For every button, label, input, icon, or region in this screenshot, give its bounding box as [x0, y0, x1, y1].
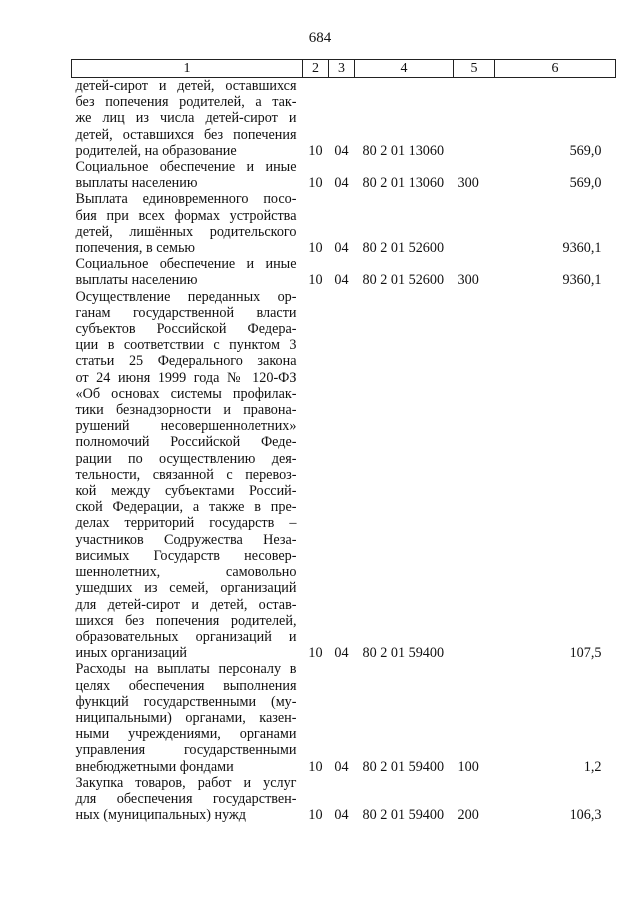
table-row	[72, 78, 616, 160]
chapter-cell: 10	[308, 645, 323, 662]
description-line: Осуществление переданных ор-	[75, 288, 297, 305]
table-row	[72, 775, 616, 824]
description-line: от 24 июня 1999 года № 120-ФЗ	[75, 369, 297, 386]
target-code-cell: 80 2 01 52600	[362, 240, 445, 257]
description-line: статьи 25 Федерального закона	[75, 353, 297, 370]
description-line: управления государственными	[75, 742, 297, 759]
chapter-cell: 10	[308, 758, 323, 775]
description-line: ушедших из семей, организаций	[75, 580, 297, 597]
expense-type-cell: 300	[457, 272, 479, 289]
budget-table	[71, 59, 616, 823]
table-row	[72, 191, 616, 256]
column-header: 3	[329, 60, 355, 78]
chapter-cell: 10	[308, 272, 323, 289]
chapter-cell: 10	[308, 142, 323, 159]
description-line: Расходы на выплаты персоналу в	[75, 661, 297, 678]
description-line: целях обеспечения выполнения	[75, 677, 297, 694]
subsection-cell: 04	[334, 758, 349, 775]
subsection-cell: 04	[334, 142, 349, 159]
row-description	[72, 159, 303, 191]
subsection-cell: 04	[334, 807, 349, 824]
amount-cell: 9360,1	[562, 272, 602, 289]
description-line: шеннолетних, самовольно	[75, 564, 297, 581]
description-line: рации по осуществлению дея-	[75, 450, 297, 467]
description-line: для обеспечения государствен-	[75, 790, 297, 807]
subsection-cell: 04	[334, 645, 349, 662]
description-line: для детей-сирот и детей, остав-	[75, 596, 297, 613]
row-description	[72, 191, 303, 256]
amount-cell: 1,2	[583, 758, 602, 775]
description-line: образовательных организаций и	[75, 628, 297, 645]
description-line: детей, оставшихся без попечения	[75, 126, 297, 143]
description-line: бия при всех формах устройства	[75, 207, 297, 224]
row-description	[72, 78, 303, 160]
target-code-cell: 80 2 01 59400	[362, 758, 445, 775]
amount-cell: 569,0	[569, 175, 602, 192]
table-row	[72, 256, 616, 288]
description-line: ных (муниципальных) нужд	[75, 807, 247, 824]
description-line: «Об основах системы профилак-	[75, 385, 297, 402]
description-line: внебюджетными фондами	[75, 758, 234, 775]
description-line: родителей, на образование	[75, 142, 237, 159]
description-line: попечения, в семью	[75, 240, 196, 257]
description-line: участников Содружества Неза-	[75, 531, 297, 548]
table-row	[72, 289, 616, 662]
expense-type-cell	[454, 289, 495, 662]
column-header: 6	[495, 60, 616, 78]
description-line: ными учреждениями, органами	[75, 726, 297, 743]
description-line: детей-сирот и детей, оставшихся	[75, 78, 297, 94]
row-description	[72, 661, 303, 774]
description-line: кой между субъектами Россий-	[75, 483, 297, 500]
chapter-cell: 10	[308, 807, 323, 824]
column-header: 1	[72, 60, 303, 78]
amount-cell: 9360,1	[562, 240, 602, 257]
amount-cell: 106,3	[569, 807, 602, 824]
description-line: висимых Государств несовер-	[75, 547, 297, 564]
row-description	[72, 289, 303, 662]
description-line: полномочий Российской Феде-	[75, 434, 297, 451]
target-code-cell: 80 2 01 59400	[362, 645, 445, 662]
expense-type-cell	[454, 191, 495, 256]
target-code-cell: 80 2 01 13060	[362, 142, 445, 159]
description-line: Закупка товаров, работ и услуг	[75, 774, 297, 791]
expense-type-cell: 100	[457, 758, 479, 775]
chapter-cell: 10	[308, 175, 323, 192]
amount-cell: 107,5	[569, 645, 602, 662]
table-body	[72, 78, 616, 824]
description-line: же лиц из числа детей-сирот и	[75, 110, 297, 127]
description-line: Социальное обеспечение и иные	[75, 256, 297, 273]
page-number: 684	[308, 30, 332, 46]
description-line: шихся без попечения родителей,	[75, 612, 297, 629]
description-line: ской Федерации, а также в пре-	[75, 499, 297, 516]
description-line: Выплата единовременного посо-	[75, 191, 297, 208]
description-line: детей, лишённых родительского	[75, 223, 297, 240]
table-row	[72, 159, 616, 191]
description-line: ганам государственной власти	[75, 304, 297, 321]
column-header: 5	[454, 60, 495, 78]
subsection-cell: 04	[334, 175, 349, 192]
subsection-cell: 04	[334, 272, 349, 289]
description-line: субъектов Российской Федера-	[75, 321, 297, 338]
description-line: Социальное обеспечение и иные	[75, 159, 297, 176]
expense-type-cell: 200	[457, 807, 479, 824]
table-row	[72, 661, 616, 774]
description-line: рушений несовершеннолетних»	[75, 418, 297, 435]
table-header-row	[72, 60, 616, 78]
amount-cell: 569,0	[569, 142, 602, 159]
description-line: тики безнадзорности и правона-	[75, 402, 297, 419]
expense-type-cell: 300	[457, 175, 479, 192]
description-line: тельности, связанной с перевоз-	[75, 466, 297, 483]
target-code-cell: 80 2 01 52600	[362, 272, 445, 289]
description-line: иных организаций	[75, 645, 188, 662]
subsection-cell: 04	[334, 240, 349, 257]
row-description	[72, 256, 303, 288]
description-line: выплаты населению	[75, 272, 198, 289]
description-line: без попечения родителей, а так-	[75, 94, 297, 111]
target-code-cell: 80 2 01 13060	[362, 175, 445, 192]
description-line: делах территорий государств –	[75, 515, 297, 532]
description-line: ниципальными) органами, казен-	[75, 709, 297, 726]
column-header: 4	[355, 60, 454, 78]
expense-type-cell	[454, 78, 495, 160]
description-line: ции в соответствии с пунктом 3	[75, 337, 297, 354]
chapter-cell: 10	[308, 240, 323, 257]
target-code-cell: 80 2 01 59400	[362, 807, 445, 824]
description-line: функций государственными (му-	[75, 693, 297, 710]
column-header: 2	[303, 60, 329, 78]
row-description	[72, 775, 303, 824]
description-line: выплаты населению	[75, 175, 198, 192]
